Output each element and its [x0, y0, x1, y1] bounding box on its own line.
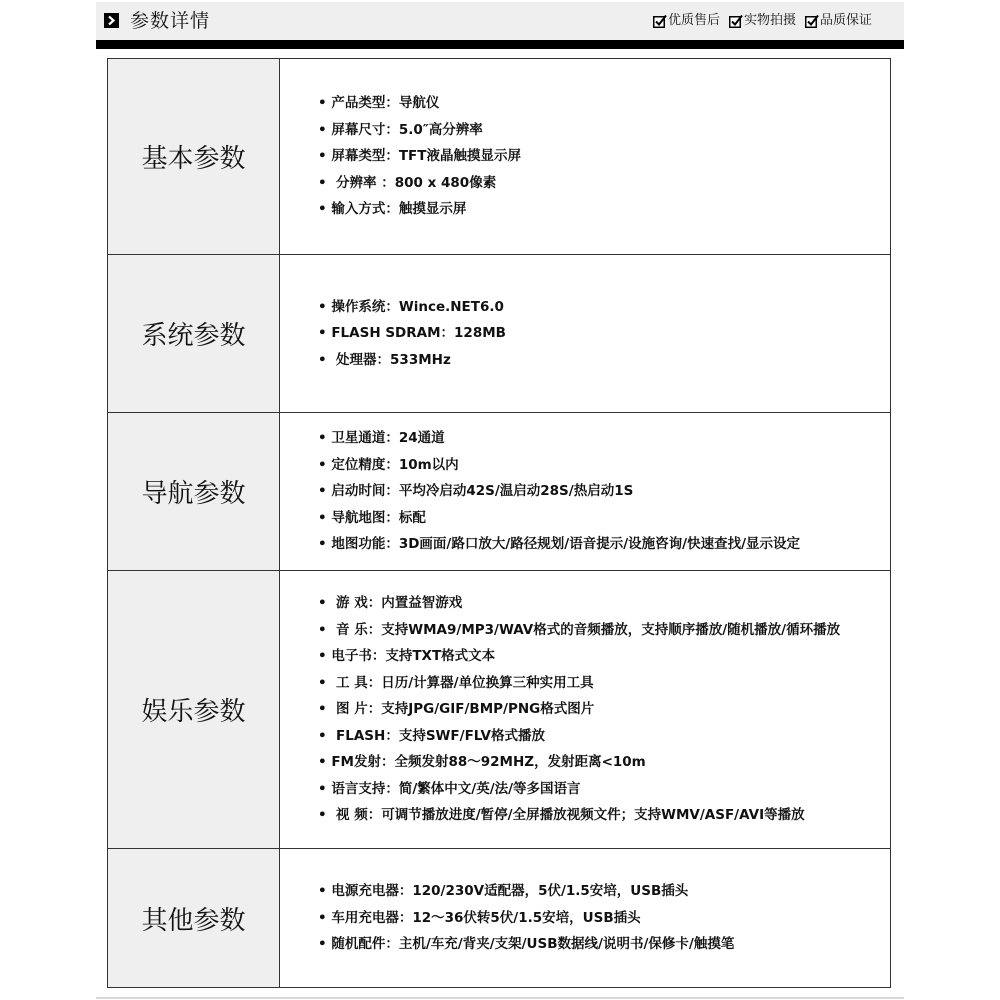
- spec-item: • 工 具：日历/计算器/单位换算三种实用工具: [318, 674, 594, 691]
- category-label: 其他参数: [108, 849, 280, 987]
- spec-item: • 电源充电器：120/230V适配器，5伏/1.5安培，USB插头: [318, 883, 689, 900]
- spec-item: • 随机配件：主机/车充/背夹/支架/USB数据线/说明书/保修卡/触摸笔: [318, 936, 735, 953]
- spec-item: • FLASH：支持SWF/FLV格式播放: [318, 727, 546, 744]
- spec-row-entertainment: [108, 571, 890, 849]
- badge-after-sales: [653, 12, 720, 30]
- badge-quality: [805, 12, 872, 30]
- spec-item: • 图 片：支持JPG/GIF/BMP/PNG格式图片: [318, 701, 595, 718]
- spec-item: • 分辨率 ：800 x 480像素: [318, 174, 497, 191]
- checkbox-icon: [805, 14, 819, 28]
- spec-item: • 音 乐：支持WMA9/MP3/WAV格式的音频播放，支持顺序播放/随机播放/循环播放: [318, 621, 841, 638]
- spec-item: • 输入方式：触摸显示屏: [318, 201, 467, 218]
- spec-item: • 电子书：支持TXT格式文本: [318, 648, 496, 665]
- spec-item: • 操作系统：Wince.NET6.0: [318, 298, 504, 315]
- spec-item: • 游 戏：内置益智游戏: [318, 595, 463, 612]
- spec-row-system: [108, 255, 890, 413]
- section-header: [96, 2, 904, 40]
- category-label: 系统参数: [108, 255, 280, 412]
- spec-item: • 车用充电器：12～36伏转5伏/1.5安培，USB插头: [318, 909, 641, 926]
- spec-list: [280, 413, 890, 570]
- badge-real-photo: [729, 12, 796, 30]
- spec-item: • FLASH SDRAM：128MB: [318, 325, 506, 342]
- spec-row-other: [108, 849, 890, 987]
- spec-table: [107, 58, 891, 988]
- spec-item: • 产品类型：导航仪: [318, 95, 440, 112]
- header-divider: [96, 40, 904, 49]
- spec-item: • FM发射：全频发射88～92MHZ，发射距离<10m: [318, 754, 646, 771]
- badge-label: 品质保证: [819, 13, 872, 28]
- badge-label: 优质售后: [667, 13, 720, 28]
- spec-item: • 定位精度：10m以内: [318, 456, 459, 473]
- spec-item: • 导航地图：标配: [318, 509, 426, 526]
- footer-divider: [96, 997, 904, 999]
- spec-list: [280, 255, 890, 412]
- spec-list: [280, 849, 890, 987]
- arrow-right-icon: [104, 13, 119, 28]
- badge-label: 实物拍摄: [743, 13, 796, 28]
- page-title: 参数详情: [130, 10, 211, 32]
- checkbox-icon: [729, 14, 743, 28]
- spec-list: [280, 59, 890, 254]
- spec-item: • 地图功能：3D画面/路口放大/路径规划/语音提示/设施咨询/快速查找/显示设定: [318, 536, 801, 553]
- spec-list: [280, 571, 890, 848]
- spec-item: • 启动时间：平均冷启动42S/温启动28S/热启动1S: [318, 483, 634, 500]
- spec-item: • 处理器：533MHz: [318, 351, 451, 368]
- spec-item: • 视 频：可调节播放进度/暂停/全屏播放视频文件；支持WMV/ASF/AVI等播放: [318, 807, 805, 824]
- spec-item: • 屏幕尺寸：5.0″高分辨率: [318, 121, 483, 138]
- checkbox-icon: [653, 14, 667, 28]
- category-label: 基本参数: [108, 59, 280, 254]
- spec-item: • 屏幕类型：TFT液晶触摸显示屏: [318, 148, 521, 165]
- guarantee-badges: [653, 12, 872, 30]
- spec-row-navigation: [108, 413, 890, 571]
- category-label: 娱乐参数: [108, 571, 280, 848]
- spec-item: • 卫星通道：24通道: [318, 430, 445, 447]
- spec-item: • 语言支持：简/繁体中文/英/法/等多国语言: [318, 780, 581, 797]
- spec-row-basic: [108, 59, 890, 255]
- category-label: 导航参数: [108, 413, 280, 570]
